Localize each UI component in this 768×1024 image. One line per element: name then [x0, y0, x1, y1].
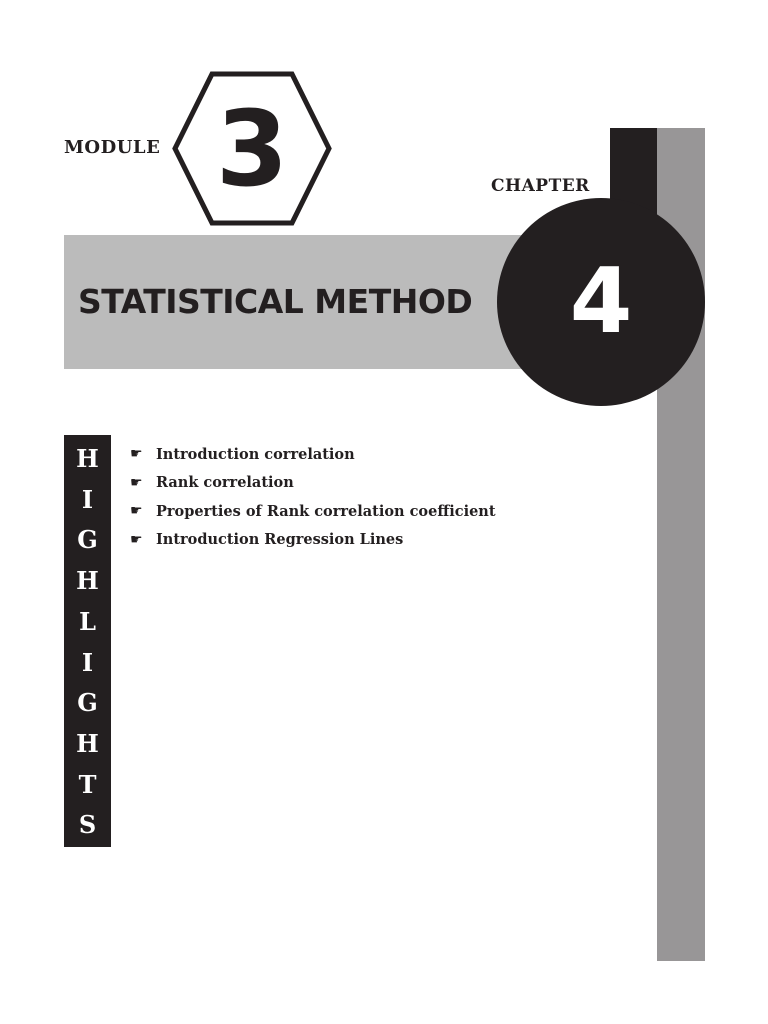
highlights-letter: I — [81, 647, 94, 677]
highlights-letter: H — [76, 444, 99, 473]
page-title: STATISTICAL METHOD — [78, 282, 473, 321]
highlights-list — [130, 440, 496, 554]
chapter-number: 4 — [569, 249, 633, 354]
list-item — [130, 497, 496, 526]
highlights-letter: H — [76, 566, 99, 596]
highlights-letter: S — [78, 810, 97, 840]
pointing-hand-icon: ☛ — [130, 446, 143, 463]
pointing-hand-icon: ☛ — [130, 503, 143, 520]
highlights-letter: L — [79, 606, 96, 636]
list-item — [130, 469, 496, 498]
pointing-hand-icon: ☛ — [130, 474, 143, 491]
highlights-letter: I — [81, 484, 94, 514]
highlights-letter: G — [77, 525, 98, 555]
list-item-text: Introduction correlation — [156, 445, 355, 463]
list-item-text: Introduction Regression Lines — [156, 531, 404, 549]
chapter-label: CHAPTER — [491, 176, 590, 196]
chapter-circle — [497, 198, 705, 406]
highlights-letter: H — [76, 728, 99, 758]
list-item — [130, 526, 496, 555]
list-item-text: Properties of Rank correlation coefficient — [156, 502, 496, 520]
module-number: 3 — [215, 87, 289, 210]
list-item-text: Rank correlation — [156, 474, 294, 492]
pointing-hand-icon: ☛ — [130, 531, 143, 548]
highlights-letter: T — [78, 769, 97, 799]
list-item — [130, 440, 496, 469]
highlights-strip — [64, 435, 111, 847]
highlights-letter: G — [77, 688, 98, 718]
module-label: MODULE — [64, 137, 161, 158]
